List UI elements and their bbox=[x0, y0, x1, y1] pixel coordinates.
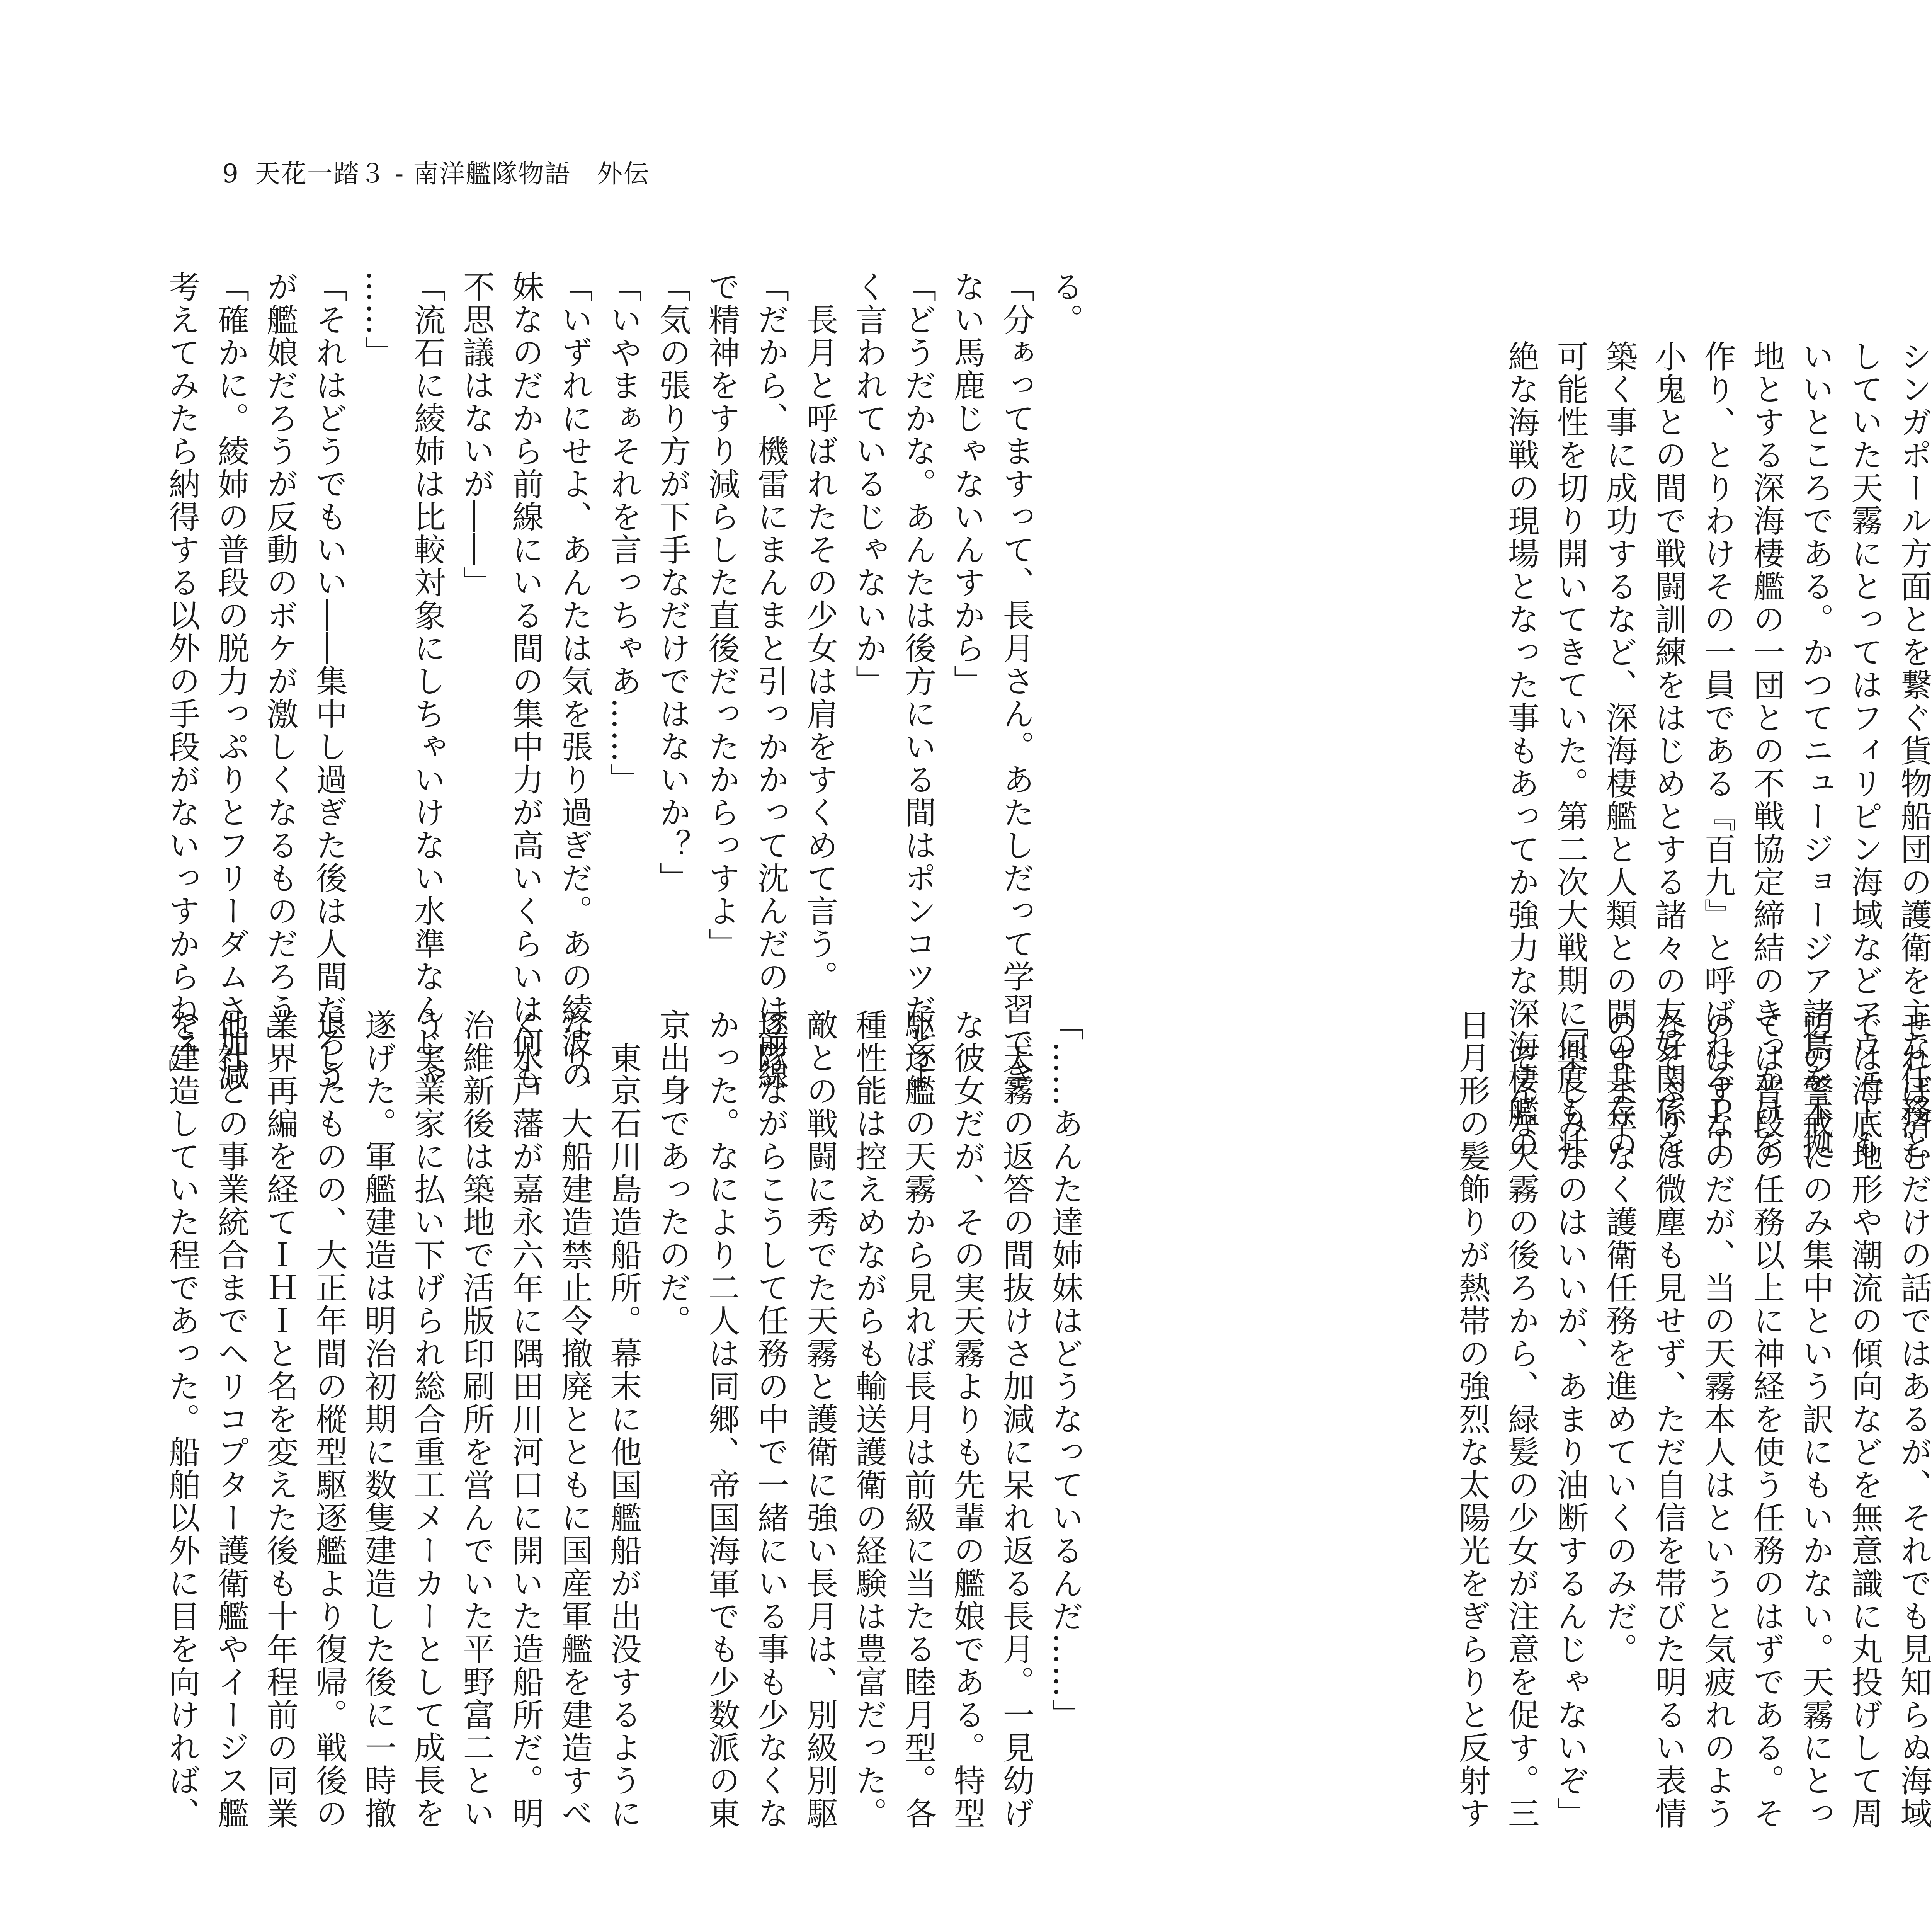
text-line: せれば済むだけの話ではあるが、それでも見知らぬ海域 bbox=[1895, 1009, 1932, 1830]
text-line: 辺の警戒にのみ集中という訳にもいかない。天霧にとっ bbox=[1797, 1009, 1834, 1830]
text-line: していた天霧にとってはフィリピン海域などアウェーも bbox=[1846, 340, 1883, 1161]
text-line: 長月と呼ばれたその少女は肩をすくめて言う。 bbox=[801, 271, 838, 993]
text-line: 築く事に成功するなど、深海棲艦と人類との間の共存の bbox=[1601, 340, 1638, 1161]
text-line: ない馬鹿じゃないんすから」 bbox=[949, 271, 985, 698]
text-line: 京出身であったのだ。 bbox=[654, 1009, 691, 1337]
text-line: 「確かに。綾姉の普段の脱力っぷりとフリーダムさ加減 bbox=[213, 271, 249, 1092]
text-line: 業界再編を経てＩＨＩと名を変えた後も十年程前の同業 bbox=[262, 1009, 298, 1830]
text-line: 駆逐艦の天霧から見れば長月は前級に当たる睦月型。各 bbox=[900, 1009, 936, 1830]
text-block-upper bbox=[163, 271, 1090, 1092]
text-line: 地とする深海棲艦の一団との不戦協定締結のきっかけを bbox=[1748, 340, 1785, 1161]
text-line: 種性能は控えめながらも輸送護衛の経験は豊富だった。 bbox=[850, 1009, 887, 1830]
text-line: く言われているじゃないか」 bbox=[850, 271, 887, 698]
text-line: 「だから、機雷にまんまと引っかかって沈んだのは前線 bbox=[752, 271, 789, 1092]
text-line: く水戸藩が嘉永六年に隅田川河口に開いた造船所だ。明 bbox=[507, 1009, 544, 1830]
text-line: 退したものの、大正年間の樅型駆逐艦より復帰。戦後の bbox=[311, 1009, 347, 1830]
text-line: が艦娘だろうが反動のボケが激しくなるものだろう」 bbox=[262, 271, 298, 1059]
text-line: 遂げた。軍艦建造は明治初期に数隻建造した後に一時撤 bbox=[360, 1009, 396, 1830]
text-line: 「気の張り方が下手なだけではないか？」 bbox=[654, 271, 691, 895]
text-block-upper bbox=[1503, 340, 1932, 1161]
text-line: 考えてみたら納得する以外の手段がないっすからねぇ」 bbox=[163, 271, 200, 1092]
book-title: 天花一踏３ - 南洋艦隊物語 外伝 bbox=[255, 159, 650, 189]
text-line: 日月形の髪飾りが熱帯の強烈な太陽光をぎらりと反射す bbox=[1454, 1009, 1490, 1830]
text-line: なそぶりは微塵も見せず、ただ自信を帯びた明るい表情 bbox=[1650, 1009, 1687, 1830]
text-block-lower bbox=[1454, 1009, 1932, 1830]
text-line: シンガポール方面とを繋ぐ貨物船団の護衛を主な任務と bbox=[1895, 340, 1932, 1161]
text-line: 治維新後は築地で活版印刷所を営んでいた平野富二とい bbox=[458, 1009, 495, 1830]
text-line: 「……あんた達姉妹はどうなっているんだ……」 bbox=[1047, 1009, 1083, 1731]
text-line: 「どうだかな。あんたは後方にいる間はポンコツだとよ bbox=[900, 271, 936, 1092]
text-line: 逐隊ながらこうして任務の中で一緒にいる事も少なくな bbox=[752, 1009, 789, 1830]
text-line: を建造していた程であった。船舶以外に目を向ければ、 bbox=[163, 1009, 200, 1830]
running-header bbox=[222, 158, 650, 189]
text-line: 「楽しみなのはいいが、あまり油断するんじゃないぞ」 bbox=[1552, 1009, 1588, 1830]
text-line: で精神をすり減らした直後だったからっすよ」 bbox=[703, 271, 740, 960]
text-line: かった。なにより二人は同郷、帝国海軍でも少数派の東 bbox=[703, 1009, 740, 1830]
text-line: る。 bbox=[1047, 271, 1083, 336]
page-number: 9 bbox=[222, 159, 239, 189]
text-line: 小鬼との間で戦闘訓練をはじめとする諸々の友好関係を bbox=[1650, 340, 1687, 1161]
text-line: う実業家に払い下げられ総合重工メーカーとして成長を bbox=[409, 1009, 446, 1830]
text-line: 作り、とりわけその一員である『百九』と呼ばれるＰＴ bbox=[1699, 340, 1736, 1161]
text-line: そんな天霧の後ろから、緑髪の少女が注意を促す。三 bbox=[1503, 1009, 1539, 1830]
text-line: ……」 bbox=[360, 271, 396, 369]
text-line: 天霧の返答の間抜けさ加減に呆れ返る長月。一見幼げ bbox=[998, 1009, 1034, 1830]
text-line: 他社との事業統合までヘリコプター護衛艦やイージス艦 bbox=[213, 1009, 249, 1830]
text-line: 「流石に綾姉は比較対象にしちゃいけない水準なんじゃ bbox=[409, 271, 446, 1092]
text-line: 東京石川島造船所。幕末に他国艦船が出没するように bbox=[605, 1009, 642, 1830]
page-8 bbox=[1356, 0, 1932, 1916]
text-line: のまま卒なく護衛任務を進めていくのみだ。 bbox=[1601, 1009, 1638, 1666]
text-line: ては普段の任務以上に神経を使う任務のはずである。そ bbox=[1748, 1009, 1785, 1830]
text-line: 敵との戦闘に秀でた天霧と護衛に強い長月は、別級別駆 bbox=[801, 1009, 838, 1830]
text-line: のはずなのだが、当の天霧本人はというと気疲れのよう bbox=[1699, 1009, 1736, 1830]
text-line: なり、大船建造禁止令撤廃とともに国産軍艦を建造すべ bbox=[556, 1009, 593, 1830]
text-line: 可能性を切り開いてきていた。第二次大戦期に何度も壮 bbox=[1552, 340, 1588, 1161]
text-line: 絶な海戦の現場となった事もあってか強力な深海棲艦の bbox=[1503, 340, 1539, 1161]
text-line: 不思議はないが――」 bbox=[458, 271, 495, 599]
text-block-lower bbox=[163, 1009, 1090, 1830]
text-line: 「分ぁってますって、長月さん。あたしだって学習でき bbox=[998, 271, 1034, 1092]
text-line: 「いやまぁそれを言っちゃあ……」 bbox=[605, 271, 642, 796]
text-line: な彼女だが、その実天霧よりも先輩の艦娘である。特型 bbox=[949, 1009, 985, 1830]
text-line: 「いずれにせよ、あんたは気を張り過ぎだ。あの綾波の bbox=[556, 271, 593, 1092]
text-line: 「それはどうでもいい――集中し過ぎた後は人間だろう bbox=[311, 271, 347, 1092]
text-line: いいところである。かつてニュージョージア諸島を本拠 bbox=[1797, 340, 1834, 1161]
text-line: 妹なのだから前線にいる間の集中力が高いくらいは何も bbox=[507, 271, 544, 1092]
text-line: では海底地形や潮流の傾向などを無意識に丸投げして周 bbox=[1846, 1009, 1883, 1830]
